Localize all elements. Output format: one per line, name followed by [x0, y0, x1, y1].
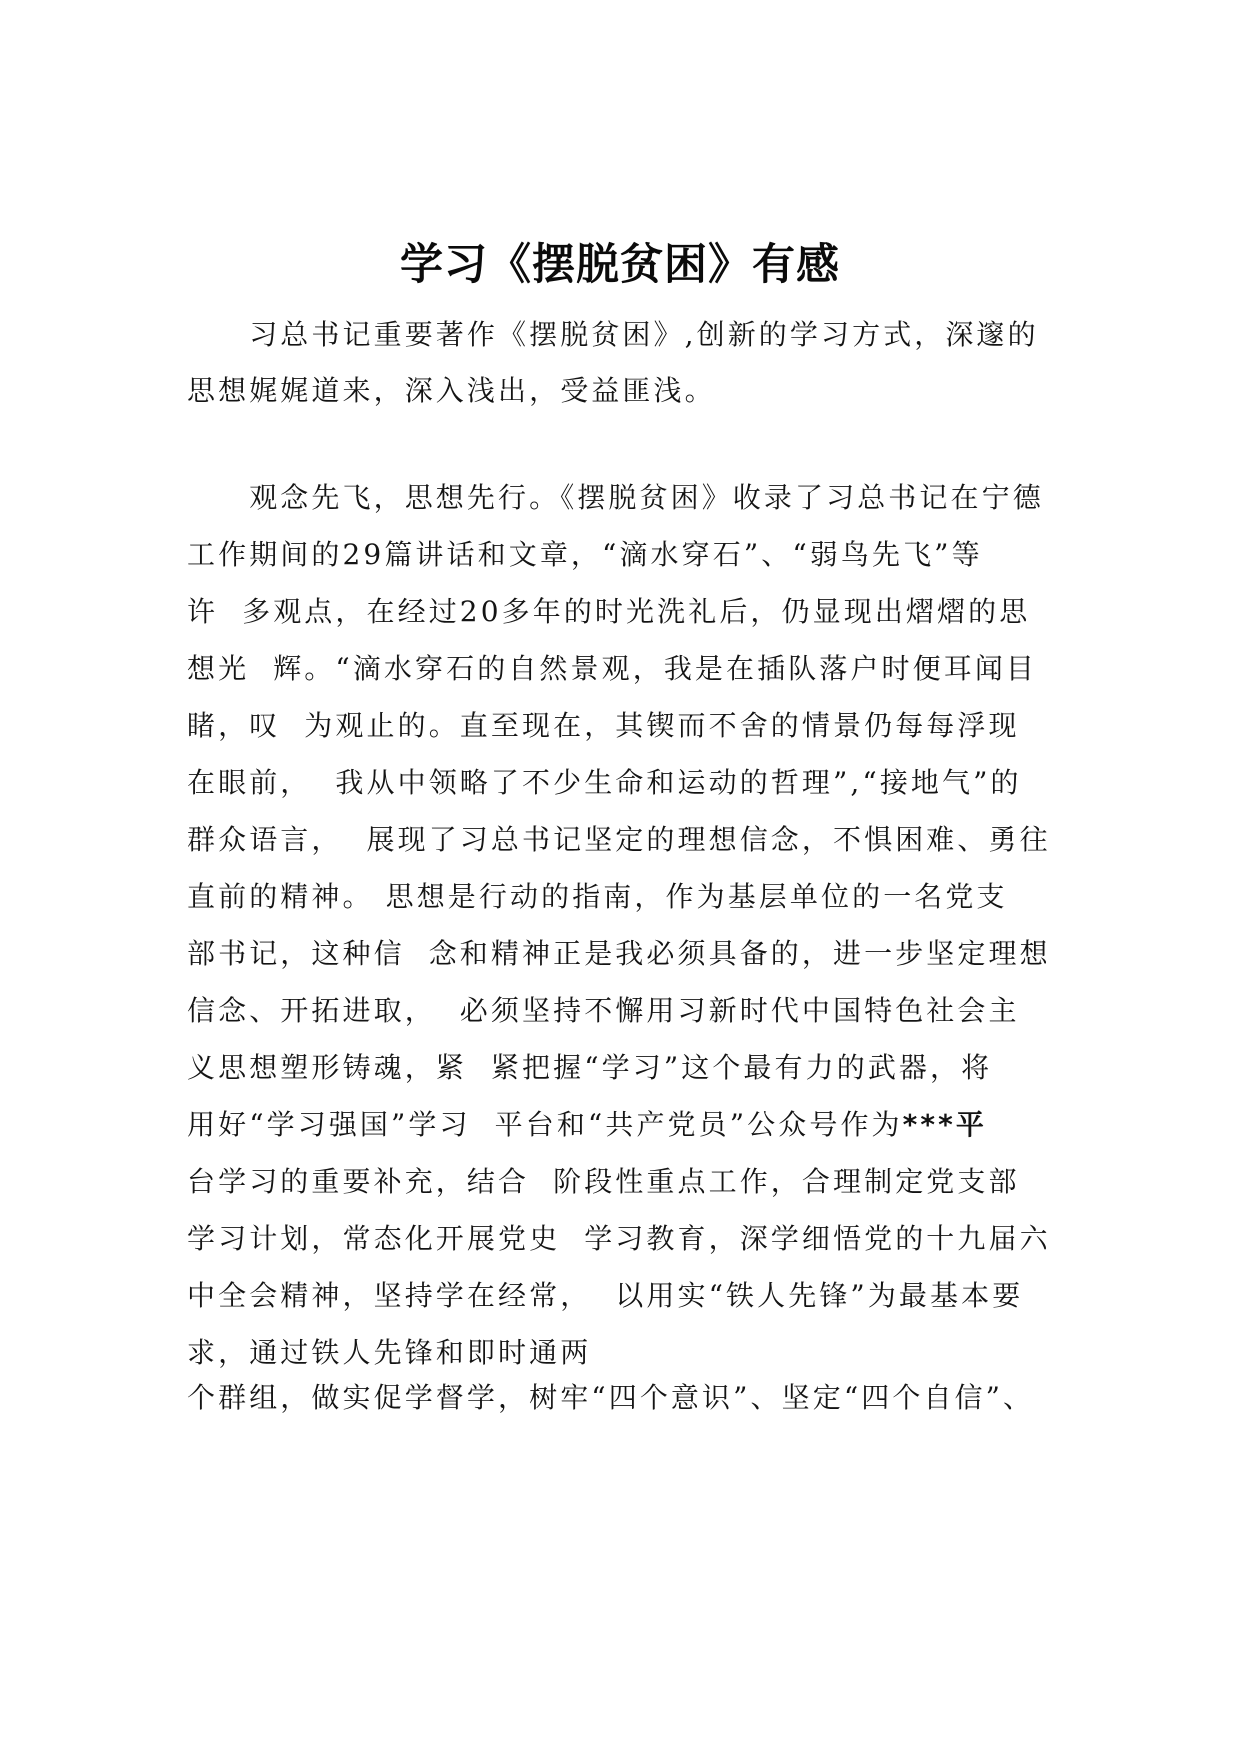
- paragraph-line: 信念、开拓进取， 必须坚持不懈用习新时代中国特色社会主: [187, 994, 1020, 1027]
- paragraph-line: 求，通过铁人先锋和即时通两: [187, 1336, 592, 1369]
- paragraph-line: 习总书记重要著作《摆脱贫困》,创新的学习方式，深邃的: [187, 318, 1039, 351]
- paragraph-line: [187, 1101, 987, 1149]
- paragraph-line: 许 多观点，在经过20多年的时光洗礼后，仍显现出熠熠的思: [187, 595, 1031, 628]
- paragraph-line: 工作期间的29篇讲话和文章，“滴水穿石”、“弱鸟先飞”等: [187, 538, 983, 571]
- paragraph-line: 群众语言， 展现了习总书记坚定的理想信念，不惧困难、勇往: [187, 823, 1051, 856]
- paragraph-line: 想光 辉。“滴水穿石的自然景观，我是在插队落户时便耳闻目: [187, 652, 1038, 685]
- document-title: 学习《摆脱贫困》有感: [400, 240, 840, 290]
- paragraph-line: 义思想塑形铸魂，紧 紧把握“学习”这个最有力的武器，将: [187, 1051, 993, 1084]
- paragraph-line: 台学习的重要补充，结合 阶段性重点工作，合理制定党支部: [187, 1165, 1020, 1198]
- line-text: 用好“学习强国”学习 平台和“共产党员”公众号作为: [187, 1108, 903, 1141]
- paragraph-line: 思想娓娓道来，深入浅出，受益匪浅。: [187, 374, 716, 407]
- paragraph-line: 观念先飞，思想先行。《摆脱贫困》收录了习总书记在宁德: [187, 481, 1044, 514]
- paragraph-line: 个群组，做实促学督学，树牢“四个意识”、坚定“四个自信”、: [187, 1381, 1035, 1414]
- bold-platform-mark: ***平: [902, 1108, 987, 1141]
- paragraph-line: 睹，叹 为观止的。直至现在，其锲而不舍的情景仍每每浮现: [187, 709, 1020, 742]
- paragraph-line: 部书记，这种信 念和精神正是我必须具备的，进一步坚定理想: [187, 937, 1051, 970]
- paragraph-line: 学习计划，常态化开展党史 学习教育，深学细悟党的十九届六: [187, 1222, 1051, 1255]
- paragraph-line: 直前的精神。 思想是行动的指南，作为基层单位的一名党支: [187, 880, 1008, 913]
- paragraph-line: 中全会精神，坚持学在经常， 以用实“铁人先锋”为最基本要: [187, 1279, 1024, 1312]
- paragraph-line: 在眼前， 我从中领略了不少生命和运动的哲理”,“接地气”的: [187, 766, 1022, 799]
